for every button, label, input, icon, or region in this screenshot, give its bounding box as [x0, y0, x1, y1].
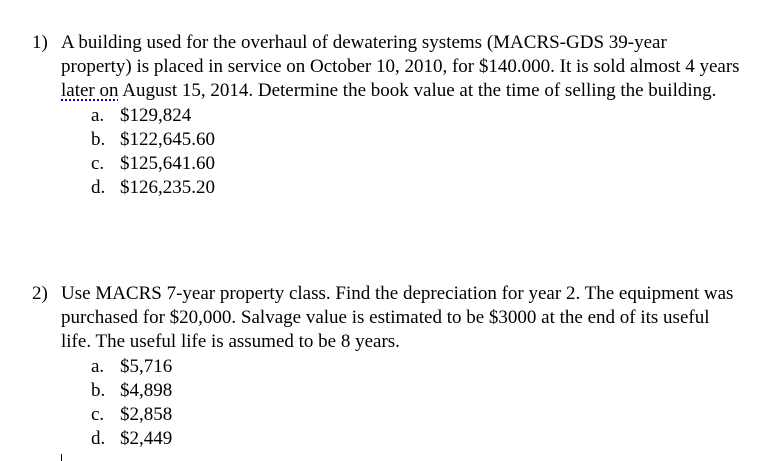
answer-option-b [0, 128, 771, 152]
question-text [61, 31, 741, 103]
option-value: $2,449 [120, 428, 173, 449]
answer-option-c [0, 152, 771, 176]
question-number: 1) [32, 32, 48, 53]
answer-option-d [0, 427, 771, 451]
answer-option-b [0, 379, 771, 403]
question-1-row [0, 31, 741, 103]
option-letter: a. [91, 356, 105, 377]
option-letter: a. [91, 105, 105, 126]
option-value: $126,235.20 [120, 177, 215, 198]
question-2-row [0, 282, 741, 354]
question-2 [0, 282, 771, 451]
answer-option-c [0, 403, 771, 427]
question-number: 2) [32, 283, 48, 304]
answer-options [0, 355, 771, 451]
option-letter: b. [91, 380, 106, 401]
option-letter: c. [91, 404, 105, 425]
question-text-part: August 15, 2014. Determine the book value at the time of selling the building. [118, 80, 717, 101]
answer-option-a [0, 355, 771, 379]
answer-option-a [0, 104, 771, 128]
option-letter: b. [91, 129, 106, 150]
option-letter: d. [91, 177, 106, 198]
option-letter: c. [91, 153, 105, 174]
text-cursor [61, 454, 62, 461]
answer-options [0, 104, 771, 200]
option-value: $125,641.60 [120, 153, 215, 174]
question-text-part: A building used for the overhaul of dewatering systems (MACRS-GDS 39-year property) is placed in service on October 10, 2010, for $140.000. It is sold almost 4 years [61, 32, 740, 77]
grammar-flagged-text[interactable]: later on [61, 80, 119, 101]
answer-option-d [0, 176, 771, 200]
option-value: $122,645.60 [120, 129, 215, 150]
option-value: $5,716 [120, 356, 173, 377]
question-text: Use MACRS 7-year property class. Find the depreciation for year 2. The equipment was purchased for $20,000. Salvage value is estimated to be $3000 at the end of its useful life. The useful life is assumed to be 8 years. [61, 283, 734, 352]
option-letter: d. [91, 428, 106, 449]
option-value: $4,898 [120, 380, 173, 401]
option-value: $2,858 [120, 404, 173, 425]
option-value: $129,824 [120, 105, 192, 126]
question-1 [0, 31, 771, 200]
